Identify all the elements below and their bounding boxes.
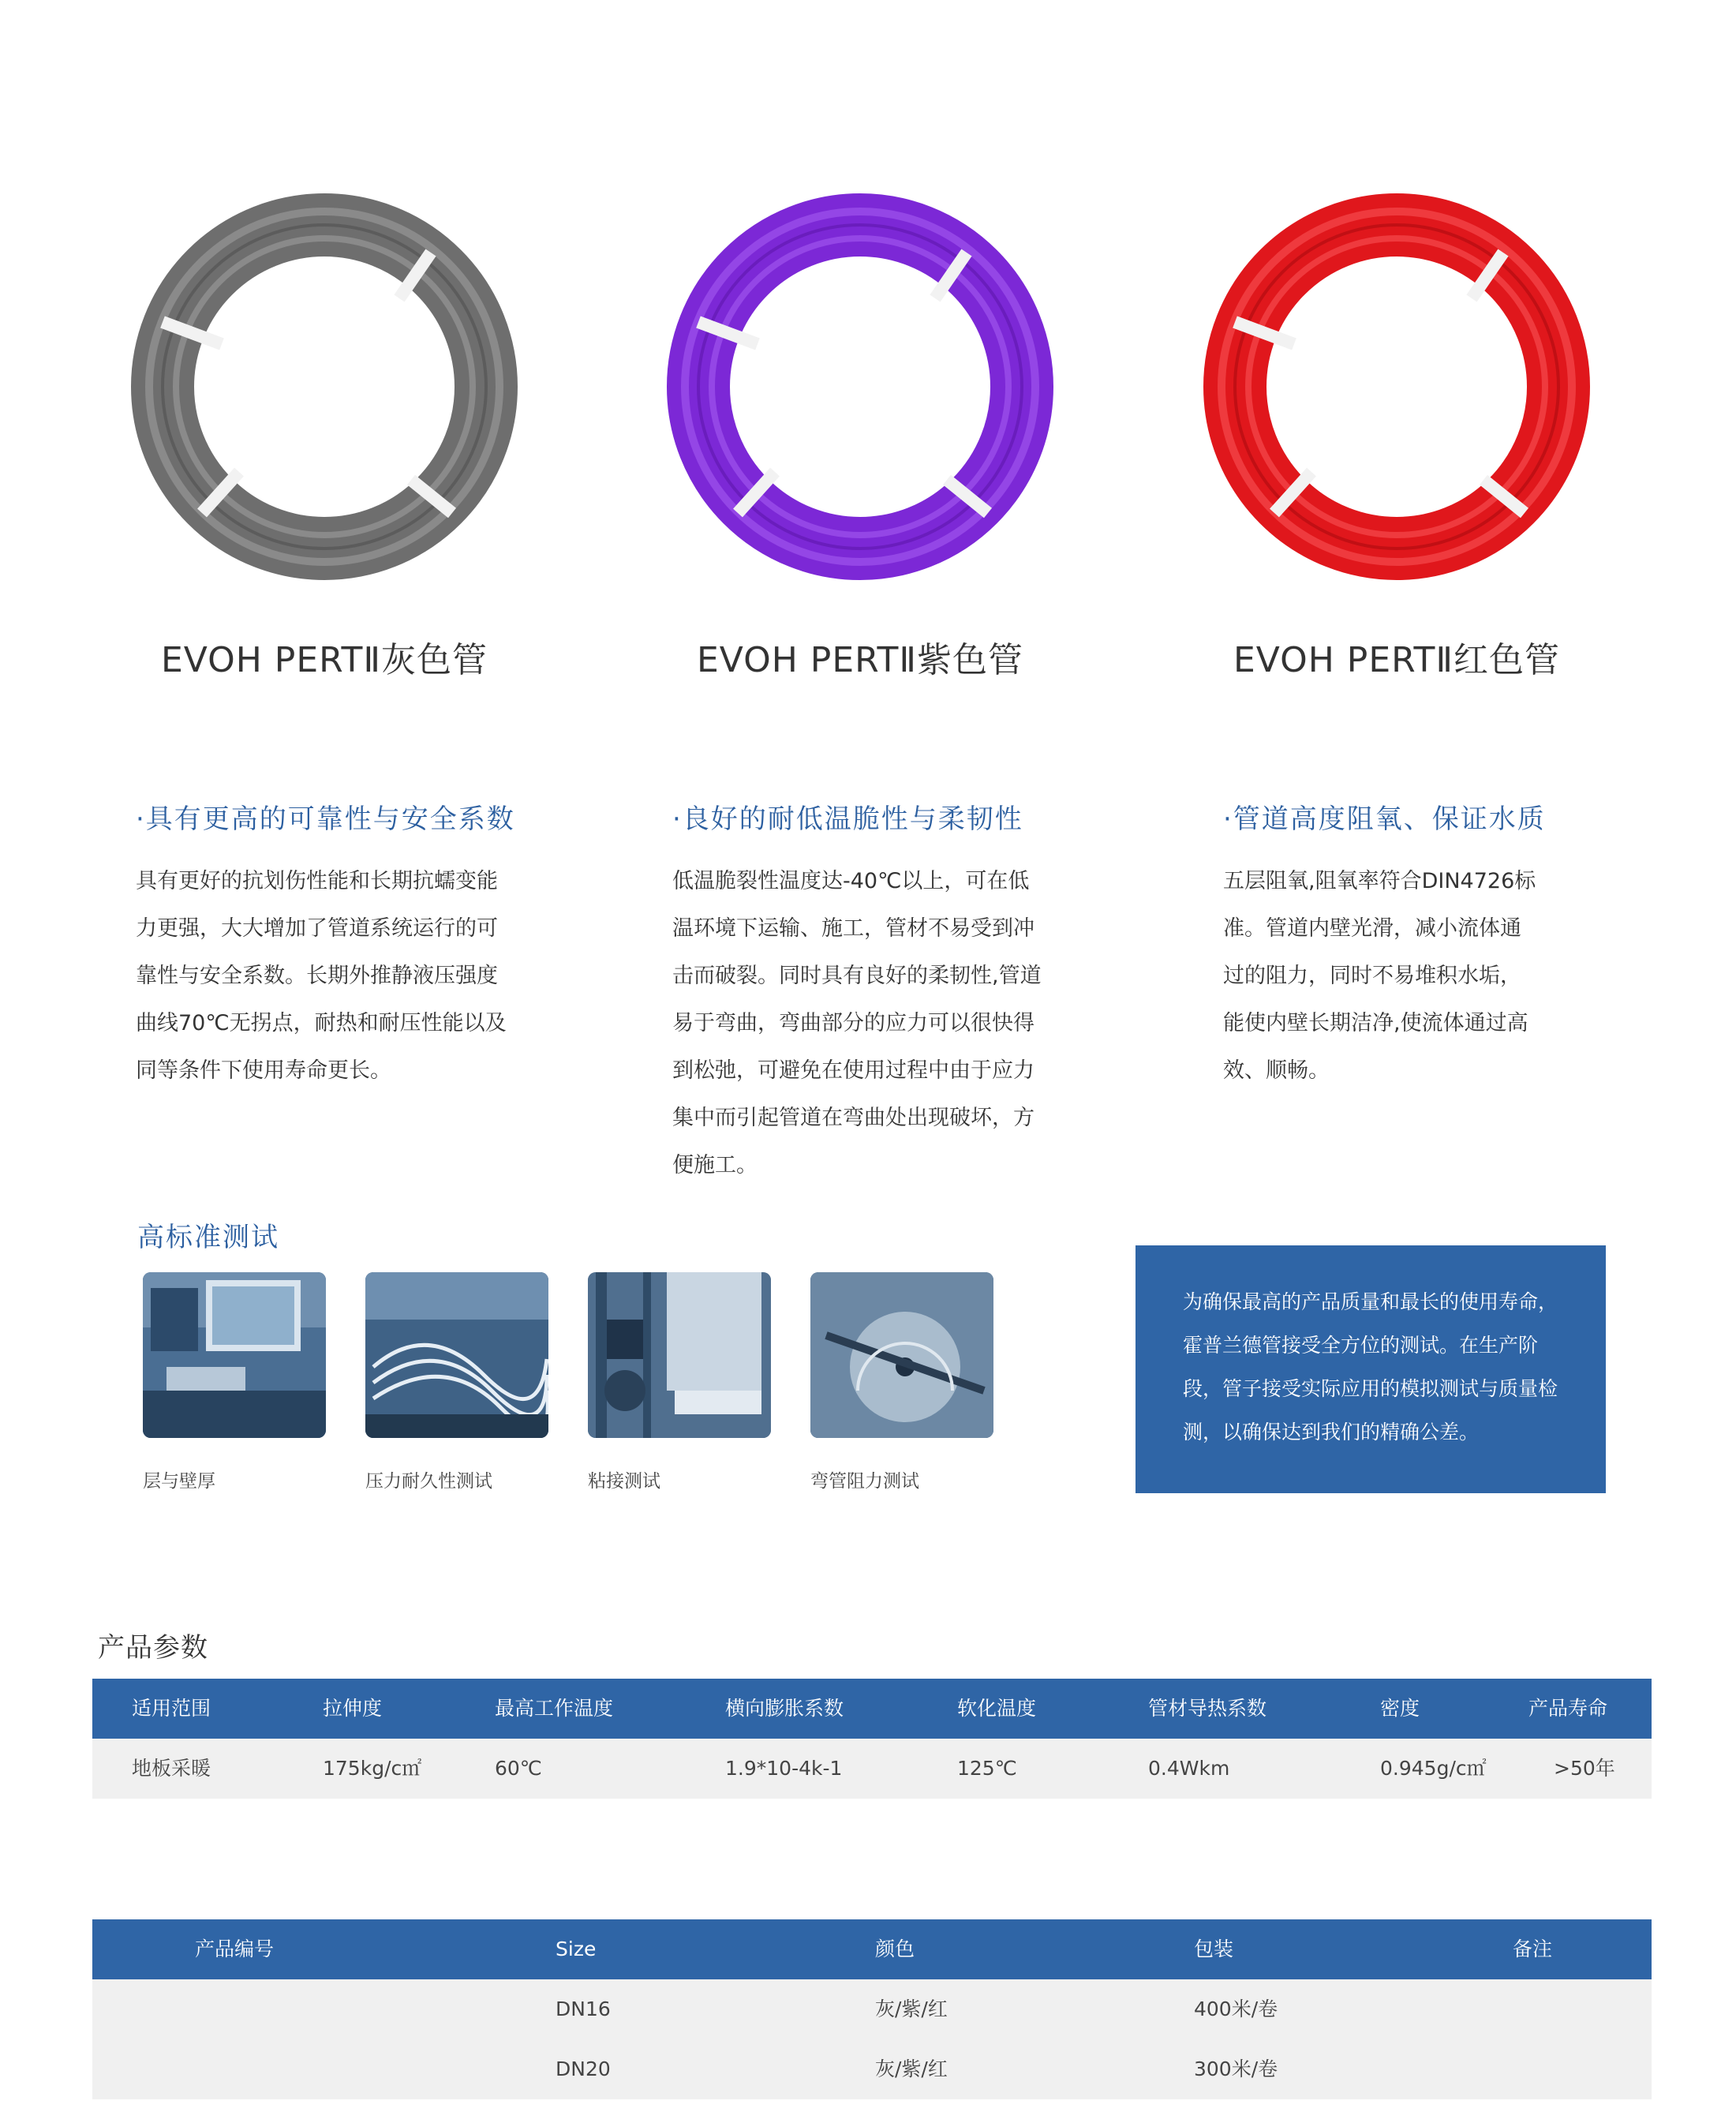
product-gray xyxy=(103,189,545,682)
value-cell: 灰/紫/红 xyxy=(875,2057,948,2080)
value-cell: 1.9*10-4k-1 xyxy=(725,1757,843,1780)
test-label: 弯管阻力测试 xyxy=(810,1471,919,1492)
feature-text xyxy=(672,858,1083,1189)
header-cell: 软化温度 xyxy=(957,1697,1037,1720)
value-cell: 400米/卷 xyxy=(1194,1998,1278,2020)
info-line: 测，以确保达到我们的精确公差。 xyxy=(1183,1421,1480,1443)
header-cell: 密度 xyxy=(1380,1697,1420,1720)
feature-line: 便施工。 xyxy=(672,1153,758,1178)
value-cell: >50年 xyxy=(1554,1757,1615,1780)
product-red xyxy=(1176,189,1618,682)
params-heading: 产品参数 xyxy=(98,1632,208,1664)
value-cell: 175kg/c㎡ xyxy=(323,1757,422,1780)
test-section-heading: 高标准测试 xyxy=(137,1222,279,1253)
test-photo-pressure xyxy=(365,1272,548,1438)
spec-table xyxy=(92,1919,1652,2099)
feature-title: ·管道高度阻氧、保证水质 xyxy=(1223,803,1546,835)
value-cell: 0.4Wkm xyxy=(1148,1757,1230,1780)
header-cell: 包装 xyxy=(1194,1938,1234,1960)
feature-line: 靠性与安全系数。长期外推静液压强度 xyxy=(136,964,498,988)
pipe-coil-purple-image xyxy=(663,189,1057,584)
feature-line: 低温脆裂性温度达-40℃以上，可在低 xyxy=(672,869,1030,893)
feature-line: 准。管道内壁光滑，减小流体通 xyxy=(1223,916,1521,941)
info-line: 为确保最高的产品质量和最长的使用寿命， xyxy=(1183,1290,1558,1313)
header-cell: Size xyxy=(556,1938,597,1960)
value-cell: DN16 xyxy=(556,1998,611,2020)
feature-low-temp xyxy=(672,797,1083,1189)
feature-text xyxy=(1223,858,1633,1095)
product-purple xyxy=(639,189,1081,682)
pipe-coil-gray-image xyxy=(127,189,522,584)
value-cell: 300米/卷 xyxy=(1194,2057,1278,2080)
table-row xyxy=(92,2039,1652,2099)
header-cell: 颜色 xyxy=(875,1938,915,1960)
value-cell: 60℃ xyxy=(495,1757,542,1780)
value-cell: 灰/紫/红 xyxy=(875,1998,948,2020)
feature-line: 集中而引起管道在弯曲处出现破坏，方 xyxy=(672,1106,1034,1130)
test-label: 层与壁厚 xyxy=(143,1471,215,1492)
product-title: EVOH PERTⅡ紫色管 xyxy=(696,640,1024,680)
feature-oxygen-barrier xyxy=(1223,797,1633,1095)
product-title: EVOH PERTⅡ红色管 xyxy=(1233,640,1561,680)
feature-line: 同等条件下使用寿命更长。 xyxy=(136,1058,391,1083)
feature-line: 能使内壁长期洁净,使流体通过高 xyxy=(1223,1011,1528,1035)
feature-line: 到松弛，可避免在使用过程中由于应力 xyxy=(672,1058,1034,1083)
header-cell: 产品寿命 xyxy=(1528,1697,1608,1720)
feature-title: ·具有更高的可靠性与安全系数 xyxy=(136,803,515,835)
header-cell: 最高工作温度 xyxy=(495,1697,614,1720)
test-photo-adhesion xyxy=(588,1272,771,1438)
test-item-pressure xyxy=(365,1272,548,1492)
header-cell: 拉伸度 xyxy=(323,1697,383,1720)
test-item-adhesion xyxy=(588,1272,771,1492)
feature-line: 易于弯曲，弯曲部分的应力可以很快得 xyxy=(672,1011,1034,1035)
params-table-row xyxy=(92,1739,1652,1799)
header-cell: 管材导热系数 xyxy=(1148,1697,1267,1720)
feature-title: ·良好的耐低温脆性与柔韧性 xyxy=(672,803,1023,835)
params-table xyxy=(92,1679,1652,1799)
header-cell: 备注 xyxy=(1513,1938,1553,1960)
header-cell: 横向膨胀系数 xyxy=(725,1697,844,1720)
params-table-header xyxy=(92,1679,1652,1739)
spec-table-body xyxy=(92,1979,1652,2099)
test-photo-bend-resistance xyxy=(810,1272,993,1438)
feature-line: 具有更好的抗划伤性能和长期抗蠕变能 xyxy=(136,869,498,893)
value-cell: 0.945g/c㎡ xyxy=(1380,1757,1487,1780)
header-cell: 产品编号 xyxy=(195,1938,275,1960)
test-photo-layer-thickness xyxy=(143,1272,326,1438)
test-item-bend-resistance xyxy=(810,1272,993,1492)
spec-table-header xyxy=(92,1919,1652,1979)
feature-line: 力更强，大大增加了管道系统运行的可 xyxy=(136,916,498,941)
value-cell: 125℃ xyxy=(957,1757,1017,1780)
test-label: 粘接测试 xyxy=(588,1471,660,1492)
header-cell: 适用范围 xyxy=(132,1697,211,1720)
table-row xyxy=(92,1979,1652,2039)
feature-line: 击而破裂。同时具有良好的柔韧性,管道 xyxy=(672,964,1042,988)
test-label: 压力耐久性测试 xyxy=(365,1471,492,1492)
feature-text xyxy=(136,858,546,1095)
product-title: EVOH PERTⅡ灰色管 xyxy=(160,640,488,680)
info-line: 段，管子接受实际应用的模拟测试与质量检 xyxy=(1183,1377,1558,1400)
feature-line: 曲线70℃无拐点，耐热和耐压性能以及 xyxy=(136,1011,507,1035)
value-cell: 地板采暖 xyxy=(132,1757,211,1780)
feature-line: 五层阻氧,阻氧率符合DIN4726标 xyxy=(1223,869,1536,893)
pipe-coil-red-image xyxy=(1199,189,1594,584)
quality-info-box xyxy=(1136,1245,1606,1493)
info-line: 霍普兰德管接受全方位的测试。在生产阶 xyxy=(1183,1334,1539,1357)
feature-line: 温环境下运输、施工，管材不易受到冲 xyxy=(672,916,1034,941)
feature-line: 效、顺畅。 xyxy=(1223,1058,1330,1083)
test-item-layer-thickness xyxy=(143,1272,326,1492)
value-cell: DN20 xyxy=(556,2057,611,2080)
feature-line: 过的阻力，同时不易堆积水垢， xyxy=(1223,964,1521,988)
feature-reliability xyxy=(136,797,546,1095)
